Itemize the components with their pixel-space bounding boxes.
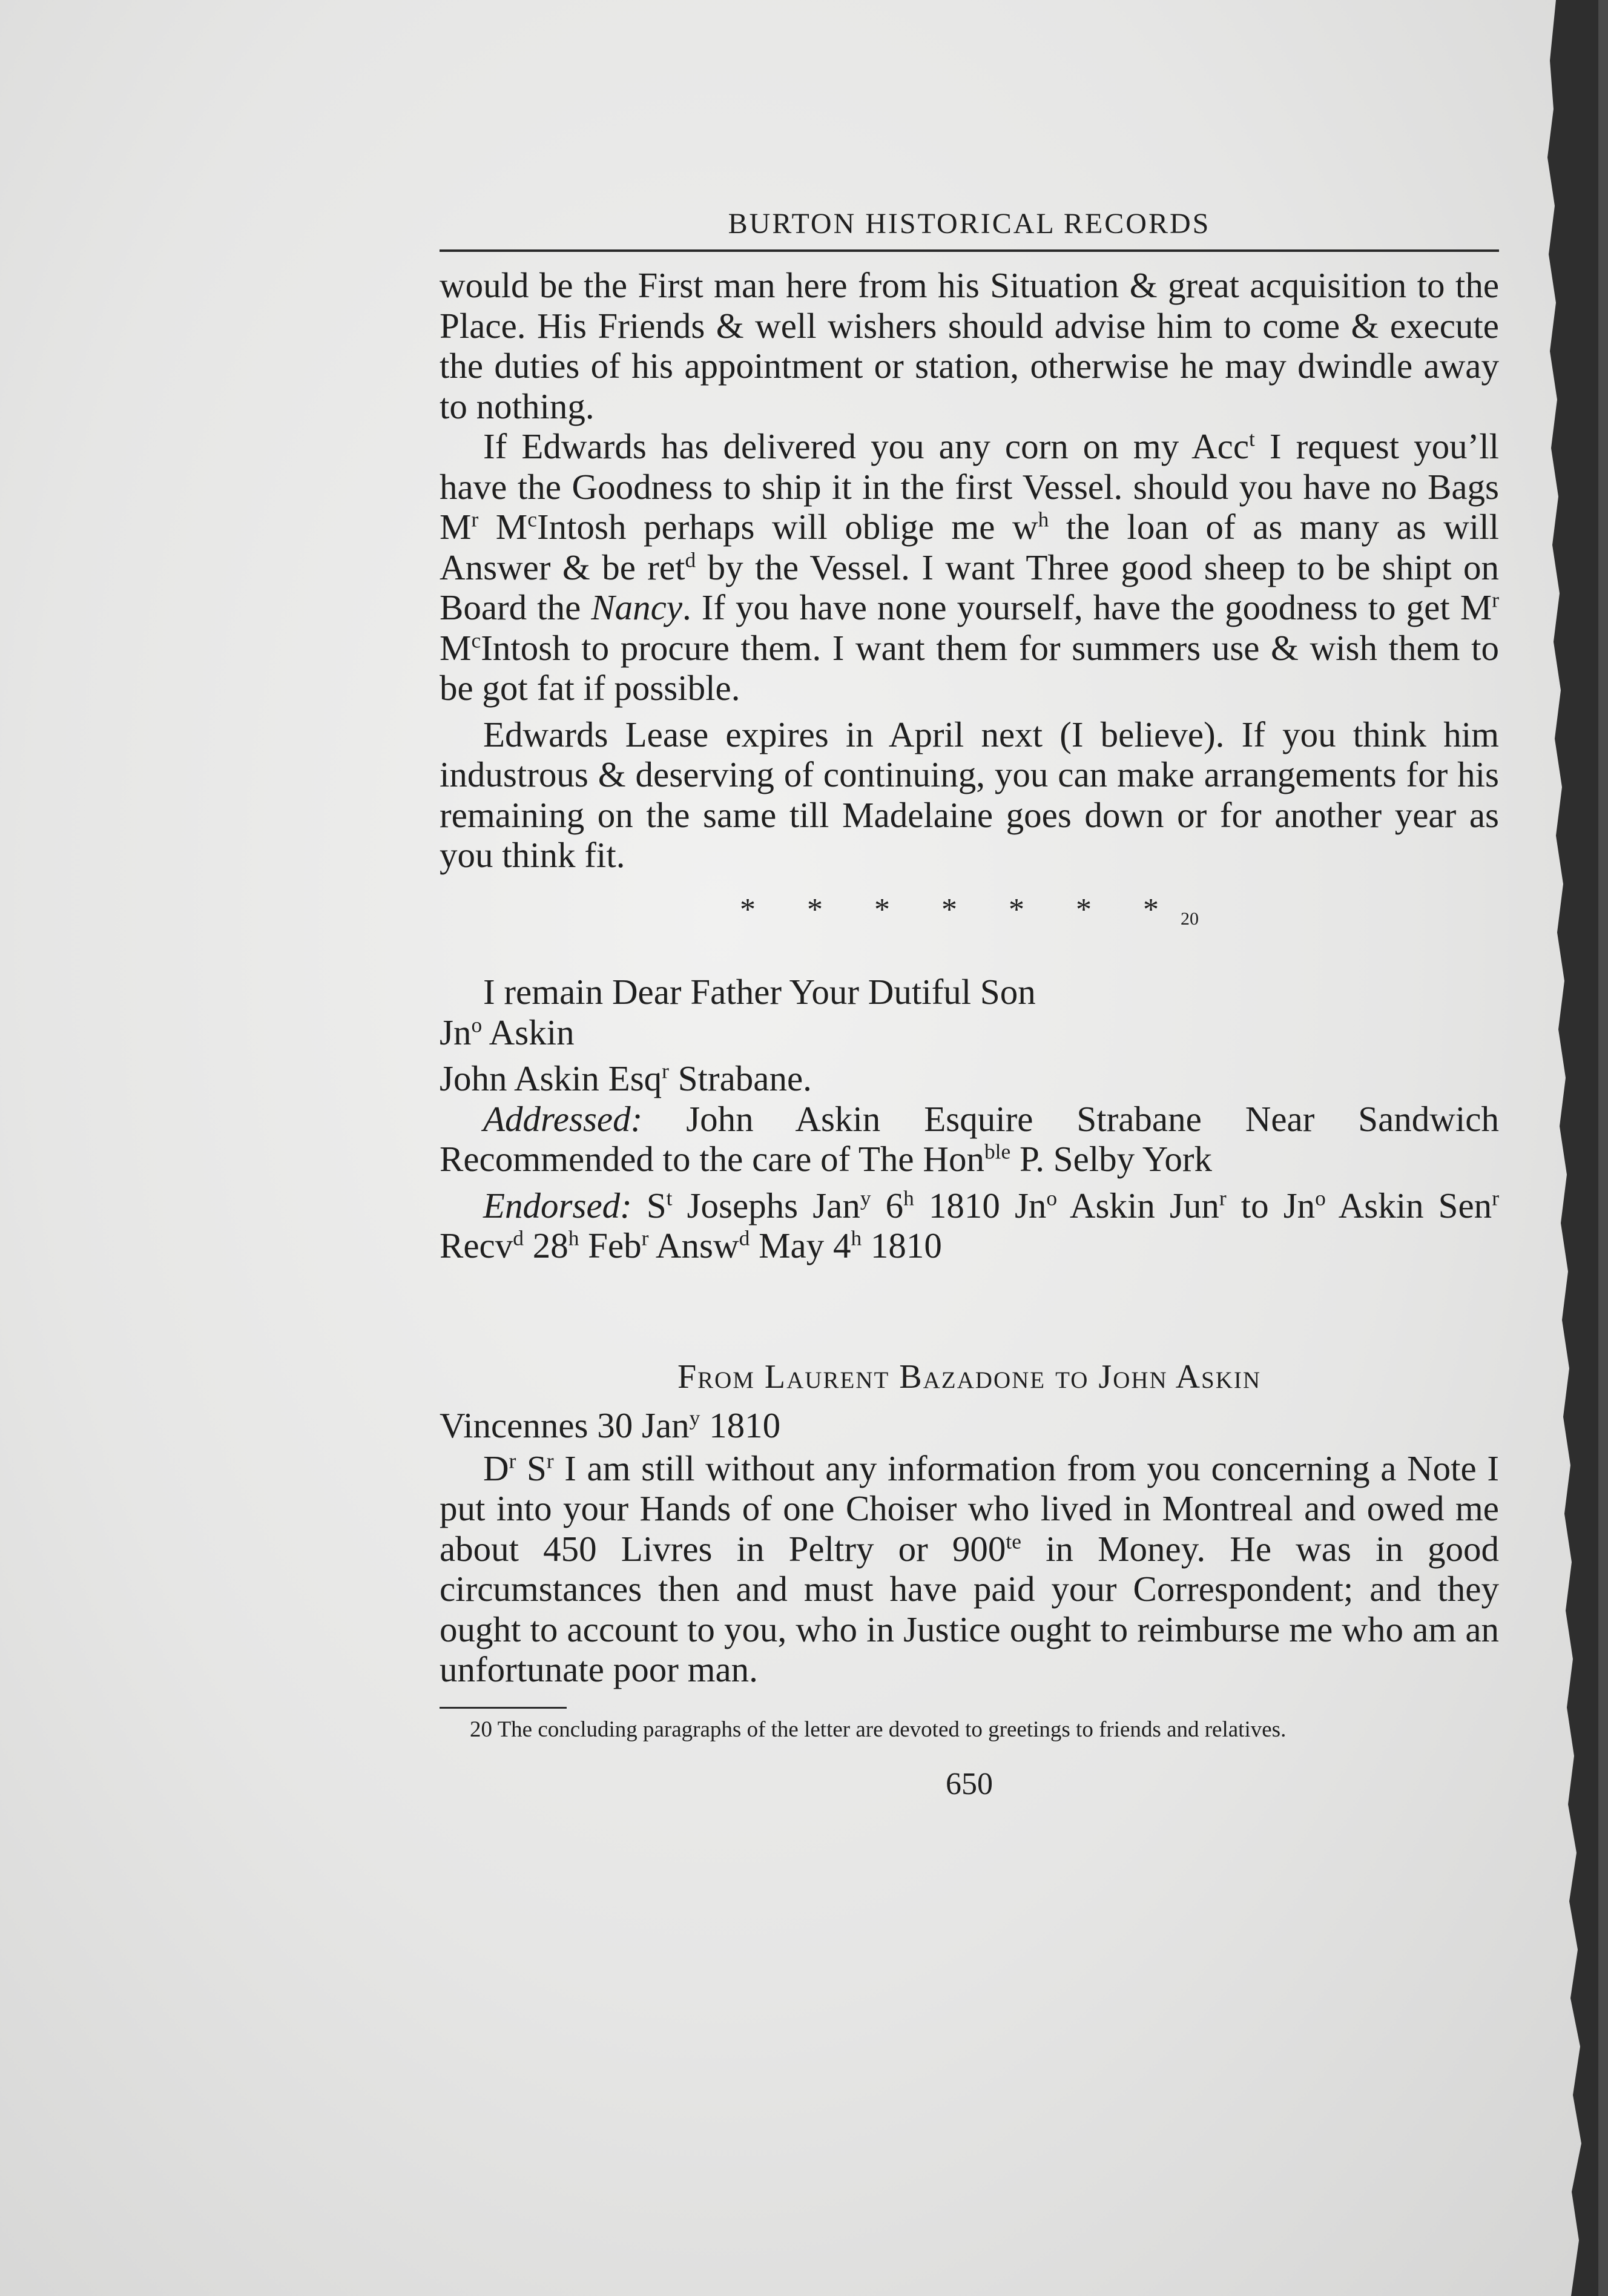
page-number: 650 — [946, 1766, 993, 1801]
addressed-note: Addressed: John Askin Esquire Strabane Near Sandwich Recommended to the care of The Hon$^{ble}$ P. Selby York — [440, 1098, 1499, 1179]
letter-heading: From Laurent Bazadone to John Askin — [677, 1357, 1262, 1396]
ellipsis-stars: * * * * * * *$^{20}$ — [740, 892, 1199, 929]
signature: Jn$^o$ Askin — [440, 1012, 575, 1052]
letter-body: $D^r$ $S^r$ I am still without any information from you concerning a Note I put into your Hands of one Choiser who lived in Montreal and owed me about 450 Livres in Peltry or $900^{te}$ in Money. He was in good circumstances then and must have paid your Correspondent; and they ought to account to you, who in Justice ought to reimburse me who am an unfortunate poor man. — [440, 1448, 1500, 1689]
running-head: BURTON HISTORICAL RECORDS — [440, 206, 1499, 252]
closing-line: I remain Dear Father Your Dutiful Son — [483, 972, 1036, 1012]
footnote-rule — [440, 1707, 567, 1709]
paragraph-1: would be the First man here from his Situation & great acquisition to the Place. His Friends & well wishers should advise him to come & execute the duties of his appointment or station, otherwise he may dwindle away to nothing. — [440, 265, 1499, 426]
torn-page-edge — [1514, 0, 1598, 2296]
paragraph-2: If Edwards has delivered you any corn on my Acc$^t$ I request you’ll have the Goodness to ship it in the first Vessel. should you have no Bags $M^r$ $M^cIntosh$ perhaps will oblige me $w^h$ the loan of as many as will Answer & be ret$^d$ by the Vessel. I want Three good sheep to be shipt on Board the Nancy. If you have none yourself, have the goodness to get $M^r$ $M^cIntosh$ to procure them. I want them for summers use & wish them to be got fat if possible. — [440, 426, 1499, 708]
footnote: 20 The concluding paragraphs of the letter are devoted to greetings to friends and relatives. — [470, 1717, 1287, 1742]
recipient-line: John Askin Esq$^r$ Strabane. — [440, 1058, 812, 1098]
page-text — [440, 206, 1499, 1804]
letter-dateline: Vincennes 30 Jan$^y$ 1810 — [440, 1405, 781, 1445]
footnote-ref: 20 — [1181, 908, 1199, 929]
paragraph-3: Edwards Lease expires in April next (I believe). If you think him industrous & deserving of continuing, you can make arrangements for his remaining on the same till Madelaine goes down or for another year as you think fit. — [440, 714, 1499, 875]
endorsed-note: Endorsed: $S^t$ Josephs Jan$^y$ 6$^h$ 1810 Jn$^o$ Askin Jun$^r$ to Jn$^o$ Askin Sen$^r$ Recv$^d$ 28$^h$ Feb$^r$ Answ$^d$ May 4$^h$ 1810 — [440, 1185, 1499, 1265]
